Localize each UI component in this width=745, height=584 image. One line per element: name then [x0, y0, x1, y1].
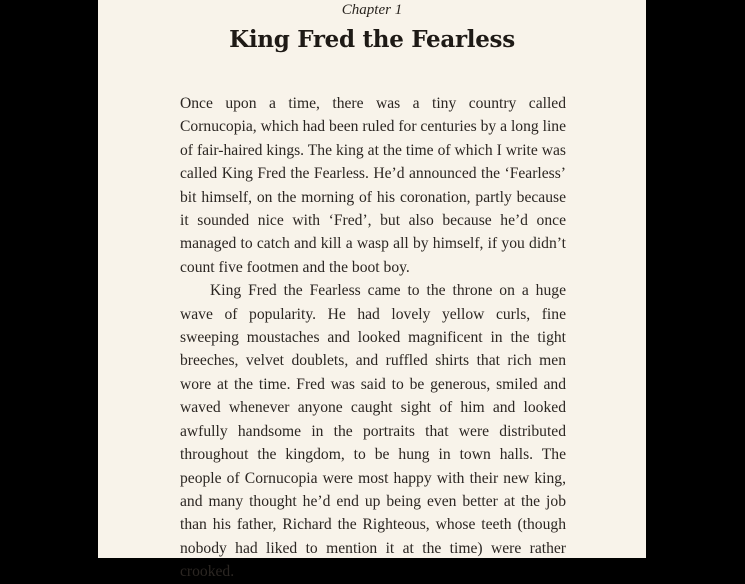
chapter-title: King Fred the Fearless: [229, 26, 515, 53]
chapter-body: [180, 92, 566, 584]
paragraph-1: Once upon a time, there was a tiny country called Cornucopia, which had been ruled for centuries by a long line of fair-haired kings. The king at the time of which I write was called King Fred the Fearless. He’d announced the ‘Fearless’ bit himself, on the morning of his coronation, partly because it sounded nice with ‘Fred’, but also because he’d once managed to catch and kill a wasp all by himself, if you didn’t count five footmen and the boot boy.: [180, 95, 566, 276]
paragraph-2: King Fred the Fearless came to the throne on a huge wave of popularity. He had lovely yellow curls, fine sweeping moustaches and looked magnificent in the tight breeches, velvet doublets, and ruffled shirts that rich men wore at the time. Fred was said to be generous, smiled and waved whenever anyone caught sight of him and looked awfully handsome in the portraits that were distributed throughout the kingdom, to be hung in town halls. The people of Cornucopia were most happy with their new king, and many thought he’d end up being even better at the job than his father, Richard the Righteous, whose teeth (though nobody had liked to mention it at the time) were rather crooked.: [180, 282, 566, 581]
chapter-label: Chapter 1: [341, 2, 403, 18]
book-page: [98, 0, 646, 581]
